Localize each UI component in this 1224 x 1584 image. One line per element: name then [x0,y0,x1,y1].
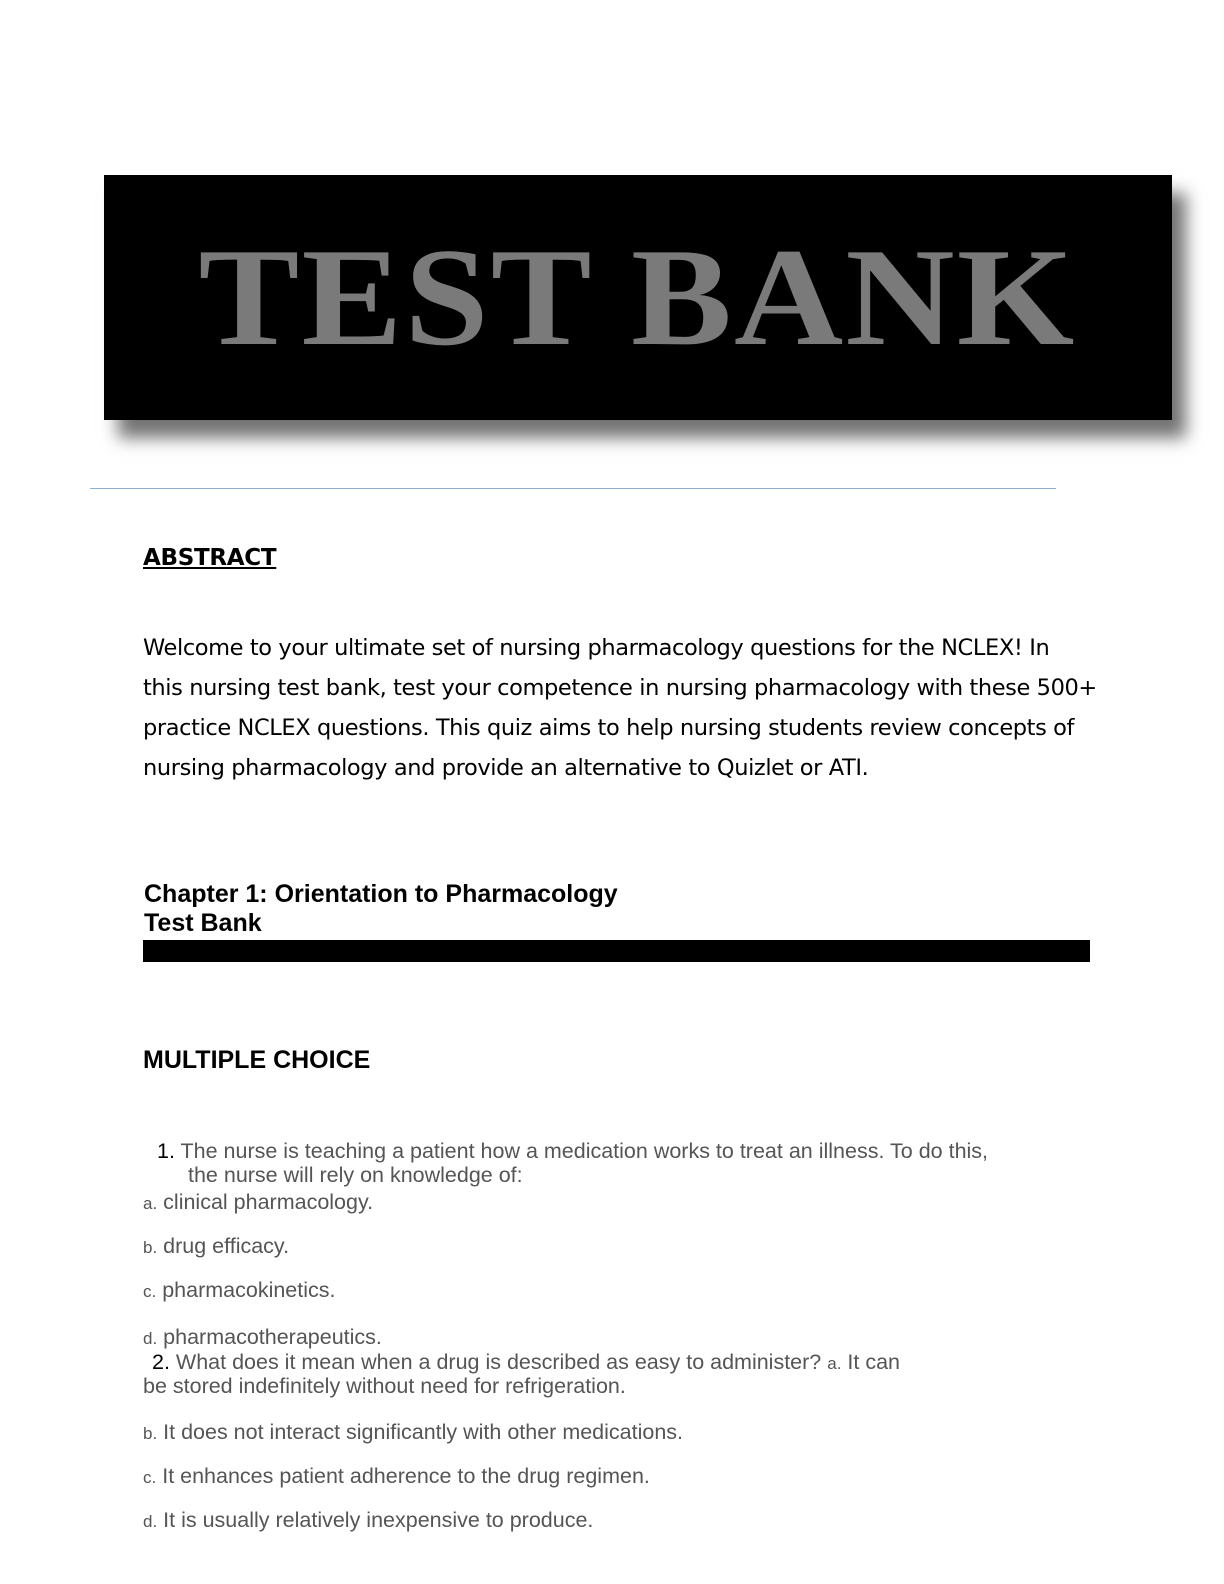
option-letter: a. [143,1194,158,1213]
option-text: It does not interact significantly with other medications. [163,1420,684,1444]
question-1-stem [157,1139,988,1163]
abstract-line: Welcome to your ultimate set of nursing pharmacology questions for the NCLEX! In [143,635,1050,661]
abstract-heading: ABSTRACT [143,545,277,571]
abstract-line: nursing pharmacology and provide an alternative to Quizlet or ATI. [143,755,869,781]
question-1-option-b [143,1234,289,1260]
abstract-line: practice NCLEX questions. This quiz aims to help nursing students review concepts of [143,715,1075,741]
question-2-option-c [143,1464,650,1490]
option-text: pharmacokinetics. [162,1278,336,1302]
question-1-option-c [143,1278,336,1304]
question-2-stem [152,1350,900,1376]
option-letter: d. [143,1512,158,1531]
question-text: What does it mean when a drug is described as easy to administer? [175,1350,822,1374]
question-2-option-b [143,1420,683,1446]
option-letter: d. [143,1329,158,1348]
option-letter: c. [143,1282,157,1301]
option-letter: c. [143,1468,157,1487]
option-text: clinical pharmacology. [163,1190,374,1214]
chapter-subtitle: Test Bank [144,909,262,937]
abstract-paragraph [143,628,1143,788]
banner-title-text: TEST BANK [197,220,1076,375]
question-1-stem-continued: the nurse will rely on knowledge of: [188,1163,523,1187]
section-heading: MULTIPLE CHOICE [143,1046,371,1074]
question-1-option-a [143,1190,373,1216]
option-letter: b. [143,1238,158,1257]
option-text: pharmacotherapeutics. [163,1325,382,1349]
option-text: It enhances patient adherence to the drug regimen. [162,1464,650,1488]
question-2-option-d [143,1508,593,1534]
chapter-heading [144,880,618,938]
option-letter: b. [143,1424,158,1443]
question-2-option-a-continued: be stored indefinitely without need for refrigeration. [143,1374,626,1398]
question-text: The nurse is teaching a patient how a medication works to treat an illness. To do this, [180,1139,989,1163]
question-number: 1. [157,1139,175,1163]
question-1-option-d [143,1325,382,1351]
banner-title [172,220,1102,375]
option-letter: a. [827,1354,842,1373]
question-number: 2. [152,1350,170,1374]
abstract-line: this nursing test bank, test your competence in nursing pharmacology with these 500+ [143,675,1097,701]
chapter-divider-bar [143,940,1090,962]
option-text: It is usually relatively inexpensive to produce. [163,1508,594,1532]
horizontal-divider [90,488,1056,489]
option-text: drug efficacy. [163,1234,290,1258]
chapter-title: Chapter 1: Orientation to Pharmacology [144,880,618,908]
option-text: It can [847,1350,901,1374]
